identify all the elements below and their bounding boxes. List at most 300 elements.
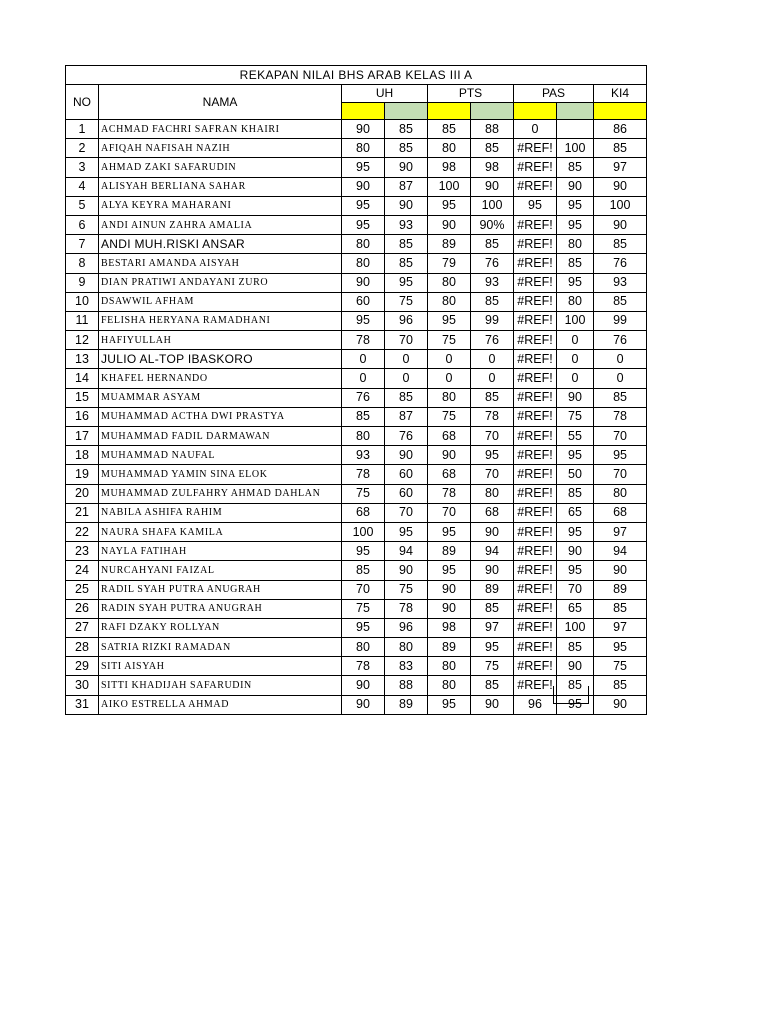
cell-pts1: 75 bbox=[428, 331, 471, 350]
cell-ki4: 70 bbox=[594, 465, 647, 484]
subheader-ki4 bbox=[594, 103, 647, 120]
subheader-pts1 bbox=[428, 103, 471, 120]
cell-pas2: 85 bbox=[557, 638, 594, 657]
cell-nama: AHMAD ZAKI SAFARUDIN bbox=[99, 158, 342, 177]
cell-pts2: 85 bbox=[471, 235, 514, 254]
cell-nama: AIKO ESTRELLA AHMAD bbox=[99, 695, 342, 714]
table-title: REKAPAN NILAI BHS ARAB KELAS III A bbox=[66, 66, 647, 85]
cell-uh2: 85 bbox=[385, 235, 428, 254]
table-row bbox=[66, 618, 647, 637]
cell-nama: NAYLA FATIHAH bbox=[99, 542, 342, 561]
cell-nama: MUHAMMAD YAMIN SINA ELOK bbox=[99, 465, 342, 484]
cell-ki4: 90 bbox=[594, 695, 647, 714]
cell-ki4: 75 bbox=[594, 657, 647, 676]
cell-uh1: 95 bbox=[342, 542, 385, 561]
cell-pas1: #REF! bbox=[514, 465, 557, 484]
cell-uh2: 90 bbox=[385, 196, 428, 215]
cell-nama: JULIO AL-TOP IBASKORO bbox=[99, 350, 342, 369]
cell-pts2: 95 bbox=[471, 638, 514, 657]
cell-pts1: 90 bbox=[428, 599, 471, 618]
cell-pts1: 80 bbox=[428, 388, 471, 407]
cell-uh2: 76 bbox=[385, 427, 428, 446]
cell-uh2: 87 bbox=[385, 407, 428, 426]
cell-no: 16 bbox=[66, 407, 99, 426]
header-no: NO bbox=[66, 85, 99, 120]
cell-ki4: 90 bbox=[594, 177, 647, 196]
cell-pts1: 80 bbox=[428, 676, 471, 695]
cell-pts1: 68 bbox=[428, 465, 471, 484]
cell-pas1: #REF! bbox=[514, 139, 557, 158]
cell-ki4: 95 bbox=[594, 446, 647, 465]
cell-pts1: 95 bbox=[428, 561, 471, 580]
cell-pts2: 94 bbox=[471, 542, 514, 561]
cell-pts2: 90% bbox=[471, 215, 514, 234]
cell-pts2: 89 bbox=[471, 580, 514, 599]
table-row bbox=[66, 561, 647, 580]
cell-pts1: 0 bbox=[428, 369, 471, 388]
subheader-uh1 bbox=[342, 103, 385, 120]
cell-uh2: 0 bbox=[385, 350, 428, 369]
cell-uh2: 60 bbox=[385, 465, 428, 484]
cell-no: 11 bbox=[66, 311, 99, 330]
cell-uh1: 0 bbox=[342, 369, 385, 388]
cell-pts2: 0 bbox=[471, 350, 514, 369]
table-row bbox=[66, 369, 647, 388]
subheader-pas2 bbox=[557, 103, 594, 120]
cell-uh2: 85 bbox=[385, 139, 428, 158]
cell-pts1: 80 bbox=[428, 292, 471, 311]
cell-ki4: 97 bbox=[594, 618, 647, 637]
grade-recap-table bbox=[65, 65, 647, 715]
cell-nama: RADIN SYAH PUTRA ANUGRAH bbox=[99, 599, 342, 618]
cell-ki4: 85 bbox=[594, 599, 647, 618]
table-row bbox=[66, 139, 647, 158]
cell-pas2: 50 bbox=[557, 465, 594, 484]
cell-pts1: 78 bbox=[428, 484, 471, 503]
cell-no: 29 bbox=[66, 657, 99, 676]
cell-ki4: 76 bbox=[594, 254, 647, 273]
table-row bbox=[66, 542, 647, 561]
table-row bbox=[66, 388, 647, 407]
cell-pas2: 95 bbox=[557, 561, 594, 580]
cell-no: 19 bbox=[66, 465, 99, 484]
cell-pts1: 95 bbox=[428, 196, 471, 215]
cell-no: 4 bbox=[66, 177, 99, 196]
cell-uh1: 76 bbox=[342, 388, 385, 407]
cell-pas1: #REF! bbox=[514, 292, 557, 311]
cell-uh2: 90 bbox=[385, 446, 428, 465]
cell-uh1: 78 bbox=[342, 657, 385, 676]
cell-pts1: 98 bbox=[428, 158, 471, 177]
table-row bbox=[66, 196, 647, 215]
cell-nama: MUHAMMAD NAUFAL bbox=[99, 446, 342, 465]
cell-pas1: #REF! bbox=[514, 638, 557, 657]
table-body bbox=[66, 120, 647, 715]
cell-pas1: #REF! bbox=[514, 484, 557, 503]
table-row bbox=[66, 331, 647, 350]
cell-no: 17 bbox=[66, 427, 99, 446]
cell-uh1: 80 bbox=[342, 638, 385, 657]
cell-pts2: 97 bbox=[471, 618, 514, 637]
cell-pts2: 85 bbox=[471, 139, 514, 158]
table-row bbox=[66, 427, 647, 446]
cell-uh1: 68 bbox=[342, 503, 385, 522]
cell-pas2: 75 bbox=[557, 407, 594, 426]
cell-nama: SITTI KHADIJAH SAFARUDIN bbox=[99, 676, 342, 695]
cell-pas2: 0 bbox=[557, 331, 594, 350]
cell-no: 10 bbox=[66, 292, 99, 311]
cell-no: 14 bbox=[66, 369, 99, 388]
cell-pas2: 90 bbox=[557, 657, 594, 676]
cell-pas2: 95 bbox=[557, 196, 594, 215]
cell-nama: RAFI DZAKY ROLLYAN bbox=[99, 618, 342, 637]
cell-pts1: 90 bbox=[428, 215, 471, 234]
cell-uh2: 90 bbox=[385, 561, 428, 580]
cell-pas2: 85 bbox=[557, 158, 594, 177]
cell-nama: ALYA KEYRA MAHARANI bbox=[99, 196, 342, 215]
cell-uh2: 80 bbox=[385, 638, 428, 657]
cell-ki4: 99 bbox=[594, 311, 647, 330]
cell-ki4: 95 bbox=[594, 638, 647, 657]
cell-pas2: 85 bbox=[557, 676, 594, 695]
cell-nama: DIAN PRATIWI ANDAYANI ZURO bbox=[99, 273, 342, 292]
cell-no: 27 bbox=[66, 618, 99, 637]
cell-ki4: 76 bbox=[594, 331, 647, 350]
cell-uh1: 80 bbox=[342, 254, 385, 273]
cell-pas1: #REF! bbox=[514, 618, 557, 637]
cell-pts1: 80 bbox=[428, 273, 471, 292]
cell-pts1: 90 bbox=[428, 446, 471, 465]
cell-pas2: 100 bbox=[557, 618, 594, 637]
cell-nama: AFIQAH NAFISAH NAZIH bbox=[99, 139, 342, 158]
cell-uh2: 70 bbox=[385, 503, 428, 522]
cell-nama: ANDI MUH.RISKI ANSAR bbox=[99, 235, 342, 254]
cell-uh2: 85 bbox=[385, 254, 428, 273]
table-row bbox=[66, 215, 647, 234]
cell-uh1: 70 bbox=[342, 580, 385, 599]
subheader-pts2 bbox=[471, 103, 514, 120]
cell-pas2: 90 bbox=[557, 177, 594, 196]
cell-pts1: 75 bbox=[428, 407, 471, 426]
cell-uh2: 88 bbox=[385, 676, 428, 695]
cell-uh2: 75 bbox=[385, 292, 428, 311]
cell-pts1: 70 bbox=[428, 503, 471, 522]
cell-uh1: 95 bbox=[342, 196, 385, 215]
cell-uh1: 80 bbox=[342, 427, 385, 446]
cell-pas2: 100 bbox=[557, 311, 594, 330]
cell-pts2: 88 bbox=[471, 120, 514, 139]
table-row bbox=[66, 292, 647, 311]
table-row bbox=[66, 599, 647, 618]
cell-nama: NURCAHYANI FAIZAL bbox=[99, 561, 342, 580]
table-row bbox=[66, 407, 647, 426]
cell-pas2: 0 bbox=[557, 350, 594, 369]
cell-uh2: 94 bbox=[385, 542, 428, 561]
subheader-pas1 bbox=[514, 103, 557, 120]
cell-pts2: 99 bbox=[471, 311, 514, 330]
cell-uh1: 90 bbox=[342, 273, 385, 292]
cell-pas2: 70 bbox=[557, 580, 594, 599]
cell-no: 3 bbox=[66, 158, 99, 177]
header-ki4: KI4 bbox=[594, 85, 647, 103]
cell-uh2: 96 bbox=[385, 311, 428, 330]
cell-ki4: 0 bbox=[594, 350, 647, 369]
cell-uh1: 93 bbox=[342, 446, 385, 465]
table-row bbox=[66, 638, 647, 657]
cell-uh2: 90 bbox=[385, 158, 428, 177]
cell-pts2: 90 bbox=[471, 561, 514, 580]
cell-no: 31 bbox=[66, 695, 99, 714]
cell-pas2: 95 bbox=[557, 522, 594, 541]
cell-pas1: #REF! bbox=[514, 503, 557, 522]
cell-pts2: 90 bbox=[471, 177, 514, 196]
cell-pts1: 100 bbox=[428, 177, 471, 196]
cell-pts2: 68 bbox=[471, 503, 514, 522]
cell-no: 15 bbox=[66, 388, 99, 407]
cell-ki4: 85 bbox=[594, 235, 647, 254]
cell-pas1: #REF! bbox=[514, 350, 557, 369]
cell-pas1: #REF! bbox=[514, 215, 557, 234]
cell-uh1: 85 bbox=[342, 407, 385, 426]
cell-pas2: 55 bbox=[557, 427, 594, 446]
cell-pas2: 85 bbox=[557, 254, 594, 273]
cell-no: 23 bbox=[66, 542, 99, 561]
cell-pas1: #REF! bbox=[514, 331, 557, 350]
cell-uh1: 90 bbox=[342, 120, 385, 139]
cell-uh2: 60 bbox=[385, 484, 428, 503]
cell-uh1: 90 bbox=[342, 695, 385, 714]
table-row bbox=[66, 235, 647, 254]
cell-no: 7 bbox=[66, 235, 99, 254]
cell-pas2: 100 bbox=[557, 139, 594, 158]
cell-nama: ANDI AINUN ZAHRA AMALIA bbox=[99, 215, 342, 234]
cell-ki4: 93 bbox=[594, 273, 647, 292]
cell-nama: MUAMMAR ASYAM bbox=[99, 388, 342, 407]
table-row bbox=[66, 484, 647, 503]
cell-uh1: 80 bbox=[342, 235, 385, 254]
cell-pas1: #REF! bbox=[514, 561, 557, 580]
cell-pas2: 95 bbox=[557, 446, 594, 465]
cell-pas1: #REF! bbox=[514, 177, 557, 196]
cell-uh1: 78 bbox=[342, 465, 385, 484]
table-row bbox=[66, 465, 647, 484]
cell-ki4: 68 bbox=[594, 503, 647, 522]
cell-uh2: 87 bbox=[385, 177, 428, 196]
cell-uh1: 85 bbox=[342, 561, 385, 580]
cell-no: 6 bbox=[66, 215, 99, 234]
cell-uh2: 70 bbox=[385, 331, 428, 350]
cell-pts1: 95 bbox=[428, 695, 471, 714]
table-row bbox=[66, 273, 647, 292]
table-row bbox=[66, 254, 647, 273]
cell-ki4: 97 bbox=[594, 522, 647, 541]
cell-no: 21 bbox=[66, 503, 99, 522]
cell-ki4: 80 bbox=[594, 484, 647, 503]
table-row bbox=[66, 503, 647, 522]
cell-pas1: #REF! bbox=[514, 599, 557, 618]
cell-pts1: 89 bbox=[428, 235, 471, 254]
cell-pts2: 0 bbox=[471, 369, 514, 388]
cell-pts1: 90 bbox=[428, 580, 471, 599]
cell-pas1: 95 bbox=[514, 196, 557, 215]
cell-pts2: 78 bbox=[471, 407, 514, 426]
cell-pas1: #REF! bbox=[514, 273, 557, 292]
cell-no: 24 bbox=[66, 561, 99, 580]
cell-pas1: #REF! bbox=[514, 446, 557, 465]
cell-pas1: #REF! bbox=[514, 311, 557, 330]
cell-pts2: 85 bbox=[471, 599, 514, 618]
cell-uh2: 96 bbox=[385, 618, 428, 637]
cell-uh1: 90 bbox=[342, 676, 385, 695]
cell-nama: DSAWWIL AFHAM bbox=[99, 292, 342, 311]
cell-no: 13 bbox=[66, 350, 99, 369]
cell-pas2: 80 bbox=[557, 292, 594, 311]
cell-nama: NAURA SHAFA KAMILA bbox=[99, 522, 342, 541]
cell-pts1: 95 bbox=[428, 522, 471, 541]
cell-nama: ACHMAD FACHRI SAFRAN KHAIRI bbox=[99, 120, 342, 139]
cell-uh1: 95 bbox=[342, 215, 385, 234]
cell-uh1: 95 bbox=[342, 158, 385, 177]
cell-pas1: #REF! bbox=[514, 427, 557, 446]
cell-ki4: 85 bbox=[594, 139, 647, 158]
cell-no: 25 bbox=[66, 580, 99, 599]
cell-pas2: 95 bbox=[557, 215, 594, 234]
cell-uh1: 60 bbox=[342, 292, 385, 311]
cell-uh2: 75 bbox=[385, 580, 428, 599]
table-row bbox=[66, 446, 647, 465]
cell-pas1: #REF! bbox=[514, 158, 557, 177]
cell-pas2: 65 bbox=[557, 503, 594, 522]
cell-pas1: 0 bbox=[514, 120, 557, 139]
cell-ki4: 70 bbox=[594, 427, 647, 446]
cell-no: 12 bbox=[66, 331, 99, 350]
cell-ki4: 90 bbox=[594, 561, 647, 580]
cell-pts1: 85 bbox=[428, 120, 471, 139]
cell-ki4: 78 bbox=[594, 407, 647, 426]
cell-nama: NABILA ASHIFA RAHIM bbox=[99, 503, 342, 522]
cell-uh1: 90 bbox=[342, 177, 385, 196]
cell-pts2: 76 bbox=[471, 331, 514, 350]
cell-nama: BESTARI AMANDA AISYAH bbox=[99, 254, 342, 273]
cell-no: 20 bbox=[66, 484, 99, 503]
cell-pas1: #REF! bbox=[514, 580, 557, 599]
cell-ki4: 86 bbox=[594, 120, 647, 139]
cell-pts1: 80 bbox=[428, 657, 471, 676]
cell-uh1: 78 bbox=[342, 331, 385, 350]
cell-pts2: 90 bbox=[471, 695, 514, 714]
table-row bbox=[66, 350, 647, 369]
cell-pts2: 85 bbox=[471, 388, 514, 407]
cell-ki4: 90 bbox=[594, 215, 647, 234]
cell-pas1: 96 bbox=[514, 695, 557, 714]
cell-nama: HAFIYULLAH bbox=[99, 331, 342, 350]
cell-ki4: 85 bbox=[594, 292, 647, 311]
cell-pts2: 76 bbox=[471, 254, 514, 273]
cell-uh1: 75 bbox=[342, 599, 385, 618]
cell-nama: MUHAMMAD FADIL DARMAWAN bbox=[99, 427, 342, 446]
cell-pts1: 98 bbox=[428, 618, 471, 637]
cell-pts1: 79 bbox=[428, 254, 471, 273]
cell-ki4: 97 bbox=[594, 158, 647, 177]
empty-cell-below-pas bbox=[553, 686, 589, 704]
cell-uh2: 0 bbox=[385, 369, 428, 388]
cell-pas2 bbox=[557, 120, 594, 139]
cell-pas2: 85 bbox=[557, 484, 594, 503]
cell-pas2: 95 bbox=[557, 695, 594, 714]
cell-no: 18 bbox=[66, 446, 99, 465]
cell-pas1: #REF! bbox=[514, 657, 557, 676]
cell-pts1: 80 bbox=[428, 139, 471, 158]
cell-nama: ALISYAH BERLIANA SAHAR bbox=[99, 177, 342, 196]
cell-uh2: 93 bbox=[385, 215, 428, 234]
cell-nama: FELISHA HERYANA RAMADHANI bbox=[99, 311, 342, 330]
cell-pas2: 90 bbox=[557, 542, 594, 561]
cell-pts2: 75 bbox=[471, 657, 514, 676]
cell-pas1: #REF! bbox=[514, 388, 557, 407]
cell-pts2: 95 bbox=[471, 446, 514, 465]
cell-pts1: 89 bbox=[428, 638, 471, 657]
cell-no: 28 bbox=[66, 638, 99, 657]
cell-ki4: 89 bbox=[594, 580, 647, 599]
cell-no: 8 bbox=[66, 254, 99, 273]
cell-uh1: 75 bbox=[342, 484, 385, 503]
cell-ki4: 85 bbox=[594, 388, 647, 407]
cell-pas1: #REF! bbox=[514, 235, 557, 254]
cell-no: 22 bbox=[66, 522, 99, 541]
table-row bbox=[66, 177, 647, 196]
cell-pas1: #REF! bbox=[514, 542, 557, 561]
cell-uh1: 0 bbox=[342, 350, 385, 369]
header-uh: UH bbox=[342, 85, 428, 103]
cell-pts2: 93 bbox=[471, 273, 514, 292]
cell-nama: SATRIA RIZKI RAMADAN bbox=[99, 638, 342, 657]
header-pts: PTS bbox=[428, 85, 514, 103]
cell-nama: MUHAMMAD ZULFAHRY AHMAD DAHLAN bbox=[99, 484, 342, 503]
cell-pts1: 0 bbox=[428, 350, 471, 369]
cell-pts1: 95 bbox=[428, 311, 471, 330]
cell-pts2: 90 bbox=[471, 522, 514, 541]
cell-pas2: 0 bbox=[557, 369, 594, 388]
cell-no: 5 bbox=[66, 196, 99, 215]
cell-no: 26 bbox=[66, 599, 99, 618]
cell-nama: RADIL SYAH PUTRA ANUGRAH bbox=[99, 580, 342, 599]
cell-pts2: 85 bbox=[471, 292, 514, 311]
table-row bbox=[66, 657, 647, 676]
cell-ki4: 85 bbox=[594, 676, 647, 695]
table-row bbox=[66, 120, 647, 139]
cell-pas1: #REF! bbox=[514, 369, 557, 388]
cell-uh2: 85 bbox=[385, 388, 428, 407]
cell-uh1: 80 bbox=[342, 139, 385, 158]
cell-nama: MUHAMMAD ACTHA DWI PRASTYA bbox=[99, 407, 342, 426]
cell-nama: SITI AISYAH bbox=[99, 657, 342, 676]
header-pas: PAS bbox=[514, 85, 594, 103]
cell-uh2: 78 bbox=[385, 599, 428, 618]
cell-uh2: 89 bbox=[385, 695, 428, 714]
cell-uh2: 83 bbox=[385, 657, 428, 676]
cell-no: 1 bbox=[66, 120, 99, 139]
cell-uh2: 95 bbox=[385, 522, 428, 541]
subheader-uh2 bbox=[385, 103, 428, 120]
cell-pts1: 89 bbox=[428, 542, 471, 561]
cell-pts2: 100 bbox=[471, 196, 514, 215]
table-row bbox=[66, 522, 647, 541]
cell-nama: KHAFEL HERNANDO bbox=[99, 369, 342, 388]
cell-ki4: 0 bbox=[594, 369, 647, 388]
cell-uh1: 95 bbox=[342, 618, 385, 637]
header-nama: NAMA bbox=[99, 85, 342, 120]
cell-no: 9 bbox=[66, 273, 99, 292]
